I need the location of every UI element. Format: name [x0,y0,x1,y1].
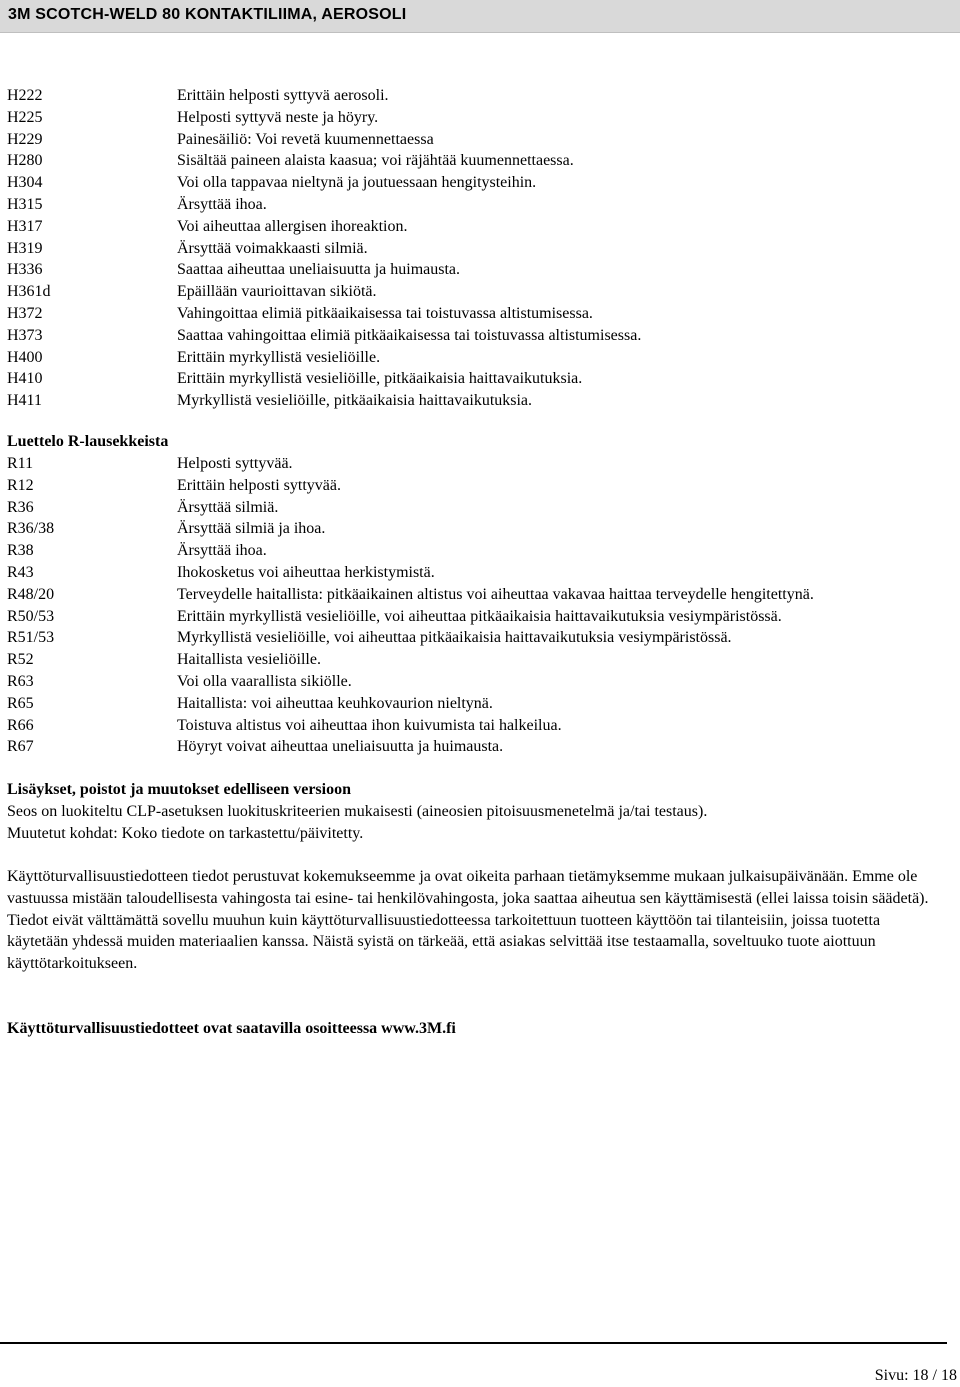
r-phrase-row-text: Toistuva altistus voi aiheuttaa ihon kuivumista tai halkeilua. [177,716,562,734]
hazard-statement-row-text: Erittäin myrkyllistä vesieliöille. [177,348,381,366]
hazard-statement-row-code: H225 [7,108,43,126]
availability-note: Käyttöturvallisuustiedotteet ovat saatavilla osoitteessa www.3M.fi [7,1020,456,1037]
r-phrase-row-text: Helposti syttyvää. [177,455,293,472]
document-title: 3M SCOTCH-WELD 80 KONTAKTILIIMA, AEROSOLI [8,6,407,23]
disclaimer-paragraph: Käyttöturvallisuustiedotteen tiedot perustuvat kokemukseemme ja ovat oikeita parhaan tietämyksemme mukaan julkaisupäivänään. Emme ole vastuussa mistään taloudellisesta vahingosta tai esine- tai henkilövahingosta, joka saattaa aiheutua sen käyttämisestä (ellei laissa toisin säädetä). Tiedot eivät välttämättä sovellu muuhun kuin käyttöturvallisuustiedotteessa tarkoitettuun tuotteen käyttöön tai tilanteisiin, joissa tuotetta käytetään yhdessä muiden materiaalien kanssa. Näistä syistä on tärkeää, että asiakas selvittää itse testaamalla, soveltuuko tuote aiottuun käyttötarkoitukseen. [7,868,929,973]
r-phrase-row-code: R52 [7,651,34,669]
r-phrase-row-text: Myrkyllistä vesieliöille, voi aiheuttaa pitkäaikaisia haittavaikutuksia vesiympäristössä. [177,629,732,647]
r-phrase-row-code: R12 [7,476,34,494]
changes-heading: Lisäykset, poistot ja muutokset edelliseen versioon [7,781,351,798]
hazard-statement-row-text: Myrkyllistä vesieliöille, pitkäaikaisia haittavaikutuksia. [177,392,533,410]
r-phrase-row-code: R48/20 [7,585,55,603]
hazard-statement-row-text: Epäillään vaurioittavan sikiötä. [177,283,377,301]
hazard-statement-row-code: H229 [7,130,43,148]
r-phrase-row-code: R36 [7,498,34,516]
hazard-statement-row-code: H373 [7,326,43,344]
r-phrase-row-text: Ärsyttää silmiä. [177,498,279,516]
hazard-statement-row-code: H361d [7,283,51,301]
hazard-statement-row-code: H315 [7,195,43,213]
r-phrase-row-code: R66 [7,716,34,734]
hazard-statement-row-text: Helposti syttyvä neste ja höyry. [177,108,379,126]
r-phrase-row-text: Voi olla vaarallista sikiölle. [177,672,352,690]
r-phrase-row-code: R50/53 [7,607,55,625]
hazard-statement-row-text: Saattaa vahingoittaa elimiä pitkäaikaisessa tai toistuvassa altistumisessa. [177,326,642,344]
r-phrase-row-text: Erittäin myrkyllistä vesieliöille, voi aiheuttaa pitkäaikaisia haittavaikutuksia vesiympäristössä. [177,607,782,625]
hazard-statement-row-text: Ärsyttää ihoa. [177,195,267,213]
r-phrase-row-text: Ärsyttää silmiä ja ihoa. [177,520,326,538]
hazard-statement-row-code: H280 [7,152,43,170]
r-phrases-heading: Luettelo R-lausekkeista [7,433,169,450]
changes-line-classification: Seos on luokiteltu CLP-asetuksen luokituskriteerien mukaisesti (aineosien pitoisuusmenetelmä ja/tai testaus). [7,803,708,820]
r-phrase-row-text: Ärsyttää ihoa. [177,542,267,560]
r-phrase-row-code: R51/53 [7,629,55,647]
r-phrase-row-text: Haitallista vesieliöille. [177,651,321,669]
hazard-statement-row-code: H336 [7,261,43,279]
footer-divider [0,1342,947,1344]
hazard-statement-row-text: Painesäiliö: Voi revetä kuumennettaessa [177,130,434,148]
hazard-statement-row-text: Erittäin helposti syttyvä aerosoli. [177,87,389,104]
hazard-statement-row-text: Saattaa aiheuttaa uneliaisuutta ja huimausta. [177,261,461,279]
hazard-statement-row-text: Sisältää paineen alaista kaasua; voi räjähtää kuumennettaessa. [177,152,574,170]
r-phrase-row-code: R38 [7,542,34,560]
r-phrase-row-text: Haitallista: voi aiheuttaa keuhkovaurion nieltynä. [177,694,493,712]
r-phrase-row-code: R11 [7,455,34,472]
hazard-statement-row-text: Voi olla tappavaa nieltynä ja joutuessaan hengitysteihin. [177,174,537,192]
hazard-statement-row-code: H411 [7,392,42,410]
document-header [0,0,960,33]
hazard-statement-row-code: H319 [7,239,43,257]
r-phrase-row-code: R43 [7,563,34,581]
r-phrase-row-text: Erittäin helposti syttyvää. [177,476,341,494]
hazard-statement-row-code: H372 [7,304,43,322]
page-number: Sivu: 18 / 18 [874,1367,957,1384]
hazard-statement-row-code: H304 [7,174,43,192]
r-phrase-row-text: Höyryt voivat aiheuttaa uneliaisuutta ja huimausta. [177,738,504,756]
r-phrase-row-text: Ihokosketus voi aiheuttaa herkistymistä. [177,563,435,581]
hazard-statement-row-code: H222 [7,87,43,104]
hazard-statement-row-text: Ärsyttää voimakkaasti silmiä. [177,239,368,257]
hazard-statement-row-code: H317 [7,217,43,235]
hazard-statement-row-code: H410 [7,370,43,388]
hazard-statement-row-text: Vahingoittaa elimiä pitkäaikaisessa tai toistuvassa altistumisessa. [177,304,593,322]
r-phrase-row-code: R63 [7,672,34,690]
changes-line-modified: Muutetut kohdat: Koko tiedote on tarkastettu/päivitetty. [7,825,364,842]
hazard-statement-row-text: Erittäin myrkyllistä vesieliöille, pitkäaikaisia haittavaikutuksia. [177,370,583,388]
r-phrase-row-text: Terveydelle haitallista: pitkäaikainen altistus voi aiheuttaa vakavaa haittaa terveydelle hengitettynä. [177,585,814,603]
r-phrase-row-code: R65 [7,694,34,712]
r-phrase-row-code: R36/38 [7,520,55,538]
hazard-statement-row-code: H400 [7,348,43,366]
hazard-statement-row-text: Voi aiheuttaa allergisen ihoreaktion. [177,217,408,235]
r-phrase-row-code: R67 [7,738,34,756]
